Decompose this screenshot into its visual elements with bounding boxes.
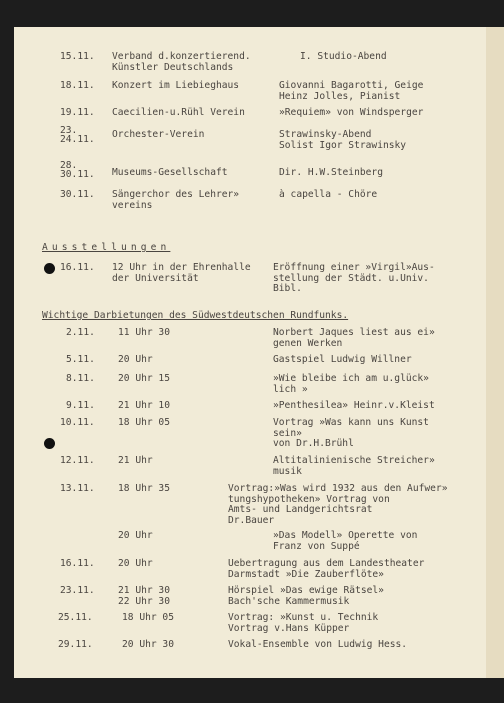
exhibition-description: Eröffnung einer »Virgil»Aus- stellung der Städt. u.Univ. Bibl. xyxy=(273,262,435,295)
event-description: Giovanni Bagarotti, Geige Heinz Jolles, Pianist xyxy=(279,80,424,102)
event-organizer: Konzert im Liebieghaus xyxy=(112,80,240,91)
radio-description: Hörspiel »Das ewige Rätsel» Bach'sche Kammermusik xyxy=(228,585,384,607)
radio-description: Vortrag:»Was wird 1932 aus den Aufwer» tungshypotheken» Vortrag von Amts- und Landgerichtsrat Dr.Bauer xyxy=(228,483,448,526)
radio-description: Vortrag: »Kunst u. Technik Vortrag v.Hans Küpper xyxy=(228,612,379,634)
radio-time: 18 Uhr 35 xyxy=(118,483,170,494)
radio-date: 25.11. xyxy=(58,612,93,623)
event-description: Strawinsky-Abend Solist Igor Strawinsky xyxy=(279,129,407,151)
radio-time: 21 Uhr 10 xyxy=(118,400,170,411)
exhibition-organizer: 12 Uhr in der Ehrenhalle der Universität xyxy=(112,262,251,284)
event-date: 18.11. xyxy=(60,80,95,91)
radio-time: 18 Uhr 05 xyxy=(118,417,170,428)
radio-date: 29.11. xyxy=(58,639,93,650)
event-date: 28. 30.11. xyxy=(60,160,95,180)
radio-date: 8.11. xyxy=(66,373,95,384)
radio-time: 11 Uhr 30 xyxy=(118,327,170,338)
radio-time: 20 Uhr 30 xyxy=(122,639,174,650)
event-date: 19.11. xyxy=(60,107,95,118)
radio-date: 12.11. xyxy=(60,455,95,466)
radio-description: Vokal-Ensemble von Ludwig Hess. xyxy=(228,639,408,650)
event-description: »Requiem» von Windsperger xyxy=(279,107,424,118)
radio-time: 21 Uhr xyxy=(118,455,153,466)
event-description: Dir. H.W.Steinberg xyxy=(279,167,383,178)
radio-time: 20 Uhr xyxy=(118,530,153,541)
radio-time: 21 Uhr 30 22 Uhr 30 xyxy=(118,585,170,607)
radio-date: 2.11. xyxy=(66,327,95,338)
radio-description: Gastspiel Ludwig Willner xyxy=(273,354,412,365)
radio-date: 9.11. xyxy=(66,400,95,411)
event-description: à capella - Chöre xyxy=(279,189,378,200)
radio-description: »Penthesilea» Heinr.v.Kleist xyxy=(273,400,435,411)
radio-date: 16.11. xyxy=(60,558,95,569)
radio-description: Norbert Jaques liest aus ei» genen Werken xyxy=(273,327,435,349)
event-date: 15.11. xyxy=(60,51,95,62)
event-organizer: Caecilien-u.Rühl Verein xyxy=(112,107,245,118)
radio-time: 20 Uhr xyxy=(118,558,153,569)
radio-time: 18 Uhr 05 xyxy=(122,612,174,623)
event-date: 23. 24.11. xyxy=(60,125,95,145)
punch-hole xyxy=(44,263,55,274)
event-organizer: Verband d.konzertierend. Künstler Deutschlands xyxy=(112,51,251,73)
event-organizer: Museums-Gesellschaft xyxy=(112,167,228,178)
radio-description: Altitalinienische Streicher» musik xyxy=(273,455,435,477)
radio-heading: Wichtige Darbietungen des Südwestdeutschen Rundfunks. xyxy=(42,310,349,321)
radio-date: 5.11. xyxy=(66,354,95,365)
exhibitions-heading: Ausstellungen xyxy=(42,242,171,253)
radio-date: 13.11. xyxy=(60,483,95,494)
radio-date: 10.11. xyxy=(60,417,95,428)
radio-description: Vortrag »Was kann uns Kunst sein» von Dr.H.Brühl xyxy=(273,417,429,450)
event-organizer: Sängerchor des Lehrer» vereins xyxy=(112,189,240,211)
event-organizer: Orchester-Verein xyxy=(112,129,205,140)
radio-time: 20 Uhr xyxy=(118,354,153,365)
event-date: 30.11. xyxy=(60,189,95,200)
radio-description: »Wie bleibe ich am u.glück» lich » xyxy=(273,373,429,395)
event-description: I. Studio-Abend xyxy=(300,51,387,62)
radio-description: »Das Modell» Operette von Franz von Suppé xyxy=(273,530,418,552)
page-edge xyxy=(486,27,504,678)
exhibition-date: 16.11. xyxy=(60,262,95,273)
radio-time: 20 Uhr 15 xyxy=(118,373,170,384)
radio-date: 23.11. xyxy=(60,585,95,596)
punch-hole xyxy=(44,438,55,449)
radio-description: Uebertragung aus dem Landestheater Darmstadt »Die Zauberflöte» xyxy=(228,558,425,580)
document-page xyxy=(14,27,486,678)
